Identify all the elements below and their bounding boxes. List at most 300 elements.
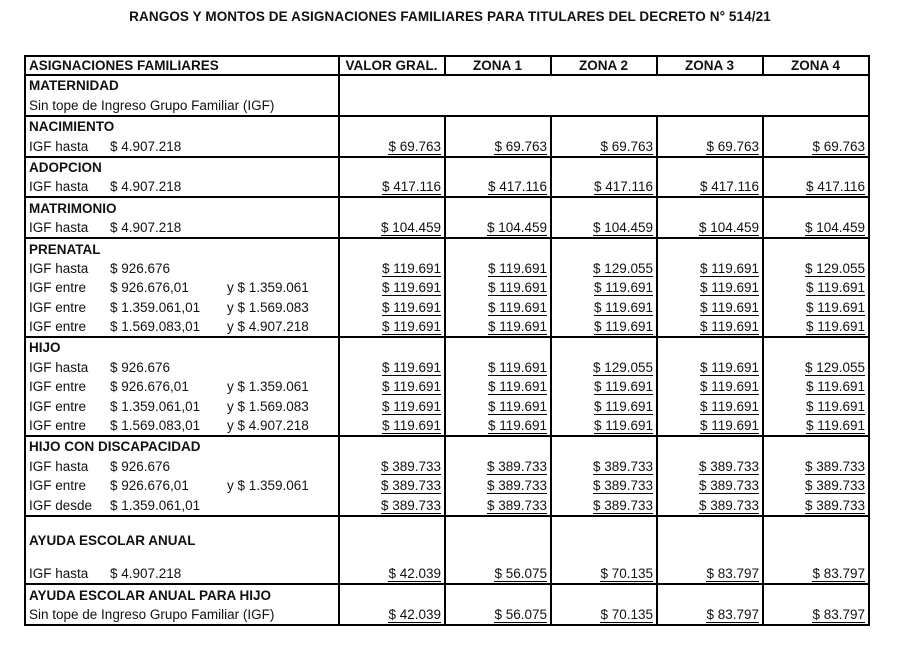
table-row xyxy=(25,357,869,376)
amount-cell xyxy=(551,136,657,156)
range-from: $ 926.676 xyxy=(110,260,171,276)
amount-value: $ 104.459 xyxy=(592,220,653,236)
section-title: NACIMIENTO xyxy=(25,116,339,136)
amount-cell xyxy=(445,550,551,564)
amount-value: $ 104.459 xyxy=(698,220,759,236)
amount-value: $ 119.691 xyxy=(699,398,759,414)
amount-cell xyxy=(763,177,869,197)
amount-value: $ 389.733 xyxy=(698,478,759,494)
amount-value: $ 119.691 xyxy=(805,398,865,414)
amount-cell xyxy=(657,177,763,197)
amount-value: $ 119.691 xyxy=(593,418,653,434)
amount-cell xyxy=(339,337,445,357)
table-row xyxy=(25,396,869,415)
amount-cell xyxy=(763,476,869,495)
range-from: $ 4.907.218 xyxy=(110,138,182,154)
amount-cell xyxy=(763,436,869,456)
section-row xyxy=(25,337,869,357)
amount-value: $ 129.055 xyxy=(592,260,653,276)
amount-cell xyxy=(657,278,763,297)
amount-cell xyxy=(551,584,657,604)
range-label: Sin tope de Ingreso Grupo Familiar (IGF) xyxy=(25,605,339,625)
amount-cell xyxy=(339,136,445,156)
amount-value: $ 69.763 xyxy=(812,138,865,154)
amount-cell xyxy=(551,337,657,357)
amount-value: $ 119.691 xyxy=(381,398,441,414)
column-header: ZONA 2 xyxy=(551,56,657,75)
amount-cell xyxy=(657,317,763,337)
amount-value: $ 104.459 xyxy=(804,220,865,236)
amount-cell xyxy=(657,157,763,177)
range-to: y $ 1.569.083 xyxy=(227,299,309,315)
amount-cell xyxy=(657,584,763,604)
page-title: RANGOS Y MONTOS DE ASIGNACIONES FAMILIARES PARA TITULARES DEL DECRETO N° 514/21 xyxy=(129,9,771,24)
table-row xyxy=(25,495,869,515)
section-row xyxy=(25,531,869,550)
amount-cell xyxy=(339,357,445,376)
amount-cell xyxy=(551,436,657,456)
range-type: IGF entre xyxy=(29,398,87,414)
table-row xyxy=(25,317,869,337)
range-type: IGF entre xyxy=(29,319,87,335)
amount-cell xyxy=(339,218,445,238)
range-from: $ 926.676 xyxy=(110,359,171,375)
range-type: IGF entre xyxy=(29,379,87,395)
amount-cell xyxy=(339,495,445,515)
section-row xyxy=(25,157,869,177)
amount-cell xyxy=(763,396,869,415)
amount-cell xyxy=(551,238,657,258)
amount-value: $ 119.691 xyxy=(805,418,865,434)
amount-value: $ 389.733 xyxy=(804,458,865,474)
range-from: $ 926.676,01 xyxy=(110,379,189,395)
amount-value: $ 389.733 xyxy=(486,458,547,474)
amount-cell xyxy=(657,136,763,156)
amount-value: $ 83.797 xyxy=(706,566,759,582)
table-row xyxy=(25,456,869,475)
amount-cell xyxy=(763,516,869,531)
section-title: AYUDA ESCOLAR ANUAL PARA HIJO xyxy=(25,584,339,604)
amount-value: $ 389.733 xyxy=(592,478,653,494)
amount-cell xyxy=(763,584,869,604)
amount-cell xyxy=(339,297,445,316)
amount-cell xyxy=(445,436,551,456)
table-row xyxy=(25,259,869,278)
section-row xyxy=(25,238,869,258)
amount-value: $ 389.733 xyxy=(380,458,441,474)
amount-value: $ 119.691 xyxy=(699,299,759,315)
amount-cell xyxy=(339,531,445,550)
amount-value: $ 42.039 xyxy=(388,607,441,623)
amount-cell xyxy=(763,456,869,475)
amount-value: $ 129.055 xyxy=(804,359,865,375)
amount-cell xyxy=(339,605,445,625)
table-row xyxy=(25,564,869,584)
amount-cell xyxy=(445,136,551,156)
amount-cell xyxy=(339,564,445,584)
amount-value: $ 70.135 xyxy=(600,607,653,623)
amount-value: $ 119.691 xyxy=(381,359,441,375)
spacer-row xyxy=(25,550,869,564)
amount-value: $ 389.733 xyxy=(698,458,759,474)
range-to: y $ 1.359.061 xyxy=(227,280,309,296)
amount-value: $ 83.797 xyxy=(706,607,759,623)
table-row xyxy=(25,476,869,495)
amount-cell xyxy=(445,516,551,531)
amount-cell xyxy=(657,531,763,550)
amount-cell xyxy=(551,116,657,136)
amount-cell xyxy=(551,157,657,177)
amount-value: $ 119.691 xyxy=(805,280,865,296)
column-header: ZONA 3 xyxy=(657,56,763,75)
range-label xyxy=(25,136,339,156)
amount-cell xyxy=(657,218,763,238)
amount-cell xyxy=(339,476,445,495)
amount-cell xyxy=(445,396,551,415)
amount-value: $ 119.691 xyxy=(487,260,547,276)
amount-cell xyxy=(551,564,657,584)
amount-cell xyxy=(657,476,763,495)
amount-cell xyxy=(551,495,657,515)
label-cell xyxy=(25,550,339,564)
range-from: $ 4.907.218 xyxy=(110,179,182,195)
amount-value: $ 69.763 xyxy=(706,138,759,154)
amount-cell xyxy=(551,377,657,396)
amount-cell xyxy=(763,136,869,156)
section-row xyxy=(25,75,869,95)
section-row xyxy=(25,436,869,456)
range-label xyxy=(25,456,339,475)
amount-value: $ 417.116 xyxy=(381,179,441,195)
amount-cell xyxy=(551,259,657,278)
amount-cell xyxy=(657,297,763,316)
amount-cell xyxy=(763,218,869,238)
section-title: AYUDA ESCOLAR ANUAL xyxy=(25,531,339,550)
amount-value: $ 56.075 xyxy=(494,607,547,623)
range-type: IGF entre xyxy=(29,299,87,315)
range-label xyxy=(25,317,339,337)
header-row xyxy=(25,56,869,75)
amount-cell xyxy=(551,605,657,625)
range-label xyxy=(25,396,339,415)
range-from: $ 1.569.083,01 xyxy=(110,319,201,335)
amount-value: $ 119.691 xyxy=(593,379,653,395)
amount-value: $ 119.691 xyxy=(487,299,547,315)
range-from: $ 1.359.061,01 xyxy=(110,398,201,414)
amount-cell xyxy=(657,197,763,217)
label-cell xyxy=(25,516,339,531)
amount-cell xyxy=(657,337,763,357)
section-row xyxy=(25,116,869,136)
column-header: VALOR GRAL. xyxy=(339,56,445,75)
amount-cell xyxy=(763,416,869,436)
section-title: HIJO xyxy=(25,337,339,357)
amount-value: $ 119.691 xyxy=(699,418,759,434)
range-label xyxy=(25,357,339,376)
amount-cell xyxy=(657,396,763,415)
amount-cell xyxy=(657,238,763,258)
amount-cell xyxy=(763,605,869,625)
amount-value: $ 119.691 xyxy=(487,280,547,296)
table-row xyxy=(25,136,869,156)
amount-cell xyxy=(339,157,445,177)
amount-cell xyxy=(339,259,445,278)
range-type: IGF desde xyxy=(29,497,93,513)
amount-cell xyxy=(339,278,445,297)
amount-value: $ 119.691 xyxy=(381,280,441,296)
range-label xyxy=(25,218,339,238)
amount-value: $ 389.733 xyxy=(380,478,441,494)
amount-cell xyxy=(445,416,551,436)
amount-cell xyxy=(445,584,551,604)
amount-value: $ 119.691 xyxy=(381,319,441,335)
section-row xyxy=(25,197,869,217)
amount-value: $ 119.691 xyxy=(487,398,547,414)
amount-value: $ 69.763 xyxy=(600,138,653,154)
amount-value: $ 104.459 xyxy=(486,220,547,236)
amount-cell xyxy=(445,317,551,337)
range-label xyxy=(25,377,339,396)
amount-cell xyxy=(339,317,445,337)
amount-cell xyxy=(551,197,657,217)
amount-cell xyxy=(551,177,657,197)
amount-cell xyxy=(763,550,869,564)
amount-value: $ 129.055 xyxy=(592,359,653,375)
amount-cell xyxy=(657,116,763,136)
merged-cell xyxy=(339,95,869,115)
amount-value: $ 83.797 xyxy=(812,566,865,582)
range-label xyxy=(25,297,339,316)
range-from: $ 1.569.083,01 xyxy=(110,418,201,434)
amount-cell xyxy=(445,278,551,297)
amount-cell xyxy=(551,297,657,316)
amount-value: $ 119.691 xyxy=(381,379,441,395)
range-from: $ 926.676,01 xyxy=(110,280,189,296)
table-row xyxy=(25,416,869,436)
range-type: IGF entre xyxy=(29,478,87,494)
amount-value: $ 129.055 xyxy=(804,260,865,276)
amount-cell xyxy=(763,317,869,337)
table-row xyxy=(25,278,869,297)
spacer-row xyxy=(25,516,869,531)
column-header: ZONA 4 xyxy=(763,56,869,75)
section-title: PRENATAL xyxy=(25,238,339,258)
column-header: ASIGNACIONES FAMILIARES xyxy=(25,56,339,75)
range-type: IGF entre xyxy=(29,280,87,296)
amount-value: $ 119.691 xyxy=(593,280,653,296)
amount-value: $ 417.116 xyxy=(805,179,865,195)
range-to: y $ 1.359.061 xyxy=(227,478,309,494)
range-type: IGF entre xyxy=(29,418,87,434)
range-label xyxy=(25,177,339,197)
amount-cell xyxy=(551,531,657,550)
amount-value: $ 119.691 xyxy=(699,359,759,375)
amount-value: $ 119.691 xyxy=(699,260,759,276)
amount-cell xyxy=(445,238,551,258)
range-type: IGF hasta xyxy=(29,359,89,375)
range-from: $ 926.676,01 xyxy=(110,478,189,494)
amount-value: $ 83.797 xyxy=(812,607,865,623)
amount-cell xyxy=(657,377,763,396)
amount-cell xyxy=(445,357,551,376)
amount-cell xyxy=(445,116,551,136)
amount-value: $ 389.733 xyxy=(592,458,653,474)
amount-value: $ 119.691 xyxy=(487,379,547,395)
amount-value: $ 70.135 xyxy=(600,566,653,582)
amount-value: $ 119.691 xyxy=(487,359,547,375)
amount-cell xyxy=(763,238,869,258)
amount-cell xyxy=(763,377,869,396)
amount-value: $ 417.116 xyxy=(593,179,653,195)
amount-cell xyxy=(445,218,551,238)
amount-value: $ 119.691 xyxy=(593,299,653,315)
amount-cell xyxy=(339,516,445,531)
range-to: y $ 1.569.083 xyxy=(227,398,309,414)
amount-cell xyxy=(445,605,551,625)
amount-cell xyxy=(339,584,445,604)
amount-cell xyxy=(763,197,869,217)
amount-value: $ 389.733 xyxy=(486,478,547,494)
amount-value: $ 417.116 xyxy=(487,179,547,195)
range-type: IGF hasta xyxy=(29,260,89,276)
amount-cell xyxy=(551,396,657,415)
amount-cell xyxy=(763,116,869,136)
amount-cell xyxy=(445,564,551,584)
range-to: y $ 1.359.061 xyxy=(227,379,309,395)
amount-cell xyxy=(445,297,551,316)
amount-value: $ 119.691 xyxy=(805,299,865,315)
amount-cell xyxy=(339,396,445,415)
amount-value: $ 389.733 xyxy=(592,497,653,513)
amount-cell xyxy=(445,157,551,177)
range-label xyxy=(25,259,339,278)
amount-cell xyxy=(339,197,445,217)
section-title: HIJO CON DISCAPACIDAD xyxy=(25,436,339,456)
table-row xyxy=(25,95,869,115)
amount-cell xyxy=(763,259,869,278)
column-header: ZONA 1 xyxy=(445,56,551,75)
amount-value: $ 119.691 xyxy=(487,418,547,434)
allowance-table xyxy=(24,55,870,626)
amount-value: $ 417.116 xyxy=(699,179,759,195)
amount-value: $ 119.691 xyxy=(381,299,441,315)
table-row xyxy=(25,177,869,197)
amount-cell xyxy=(551,218,657,238)
range-label xyxy=(25,564,339,584)
amount-cell xyxy=(445,337,551,357)
amount-cell xyxy=(551,456,657,475)
amount-value: $ 104.459 xyxy=(380,220,441,236)
amount-value: $ 119.691 xyxy=(593,319,653,335)
table-row xyxy=(25,605,869,625)
amount-cell xyxy=(445,177,551,197)
amount-cell xyxy=(657,495,763,515)
range-from: $ 1.359.061,01 xyxy=(110,299,201,315)
amount-cell xyxy=(657,259,763,278)
amount-cell xyxy=(763,495,869,515)
range-from: $ 926.676 xyxy=(110,458,171,474)
amount-value: $ 119.691 xyxy=(699,319,759,335)
amount-cell xyxy=(551,476,657,495)
amount-cell xyxy=(445,531,551,550)
amount-cell xyxy=(445,377,551,396)
amount-value: $ 389.733 xyxy=(380,497,441,513)
range-label xyxy=(25,495,339,515)
amount-cell xyxy=(657,605,763,625)
amount-cell xyxy=(551,516,657,531)
amount-cell xyxy=(551,278,657,297)
amount-value: $ 69.763 xyxy=(494,138,547,154)
amount-cell xyxy=(657,550,763,564)
range-type: IGF hasta xyxy=(29,138,89,154)
amount-value: $ 389.733 xyxy=(698,497,759,513)
amount-cell xyxy=(657,357,763,376)
amount-value: $ 119.691 xyxy=(381,260,441,276)
amount-cell xyxy=(339,550,445,564)
amount-cell xyxy=(763,297,869,316)
amount-value: $ 389.733 xyxy=(486,497,547,513)
amount-cell xyxy=(445,495,551,515)
range-type: IGF hasta xyxy=(29,458,89,474)
amount-value: $ 119.691 xyxy=(593,398,653,414)
range-type: IGF hasta xyxy=(29,179,89,195)
table-row xyxy=(25,377,869,396)
amount-cell xyxy=(339,238,445,258)
table-row xyxy=(25,218,869,238)
amount-cell xyxy=(763,531,869,550)
amount-cell xyxy=(339,456,445,475)
range-label xyxy=(25,476,339,495)
range-label xyxy=(25,278,339,297)
amount-value: $ 389.733 xyxy=(804,497,865,513)
range-type: IGF hasta xyxy=(29,566,89,582)
range-to: y $ 4.907.218 xyxy=(227,418,309,434)
amount-cell xyxy=(551,357,657,376)
amount-cell xyxy=(763,157,869,177)
amount-cell xyxy=(445,197,551,217)
amount-cell xyxy=(763,278,869,297)
merged-cell xyxy=(339,75,869,95)
amount-cell xyxy=(445,476,551,495)
amount-cell xyxy=(657,436,763,456)
section-title: MATERNIDAD xyxy=(25,75,339,95)
amount-cell xyxy=(339,377,445,396)
amount-cell xyxy=(657,456,763,475)
amount-cell xyxy=(763,337,869,357)
amount-value: $ 119.691 xyxy=(381,418,441,434)
section-row xyxy=(25,584,869,604)
range-label: Sin tope de Ingreso Grupo Familiar (IGF) xyxy=(25,95,339,115)
amount-cell xyxy=(763,357,869,376)
amount-cell xyxy=(657,516,763,531)
amount-value: $ 119.691 xyxy=(699,280,759,296)
table-row xyxy=(25,297,869,316)
section-title: MATRIMONIO xyxy=(25,197,339,217)
amount-value: $ 119.691 xyxy=(805,379,865,395)
table-body xyxy=(25,56,869,625)
amount-value: $ 119.691 xyxy=(487,319,547,335)
amount-cell xyxy=(339,416,445,436)
amount-cell xyxy=(551,317,657,337)
range-type: IGF hasta xyxy=(29,220,89,236)
amount-cell xyxy=(339,436,445,456)
amount-cell xyxy=(763,564,869,584)
amount-cell xyxy=(657,564,763,584)
amount-value: $ 389.733 xyxy=(804,478,865,494)
amount-cell xyxy=(339,116,445,136)
amount-cell xyxy=(551,416,657,436)
range-from: $ 1.359.061,01 xyxy=(110,497,201,513)
